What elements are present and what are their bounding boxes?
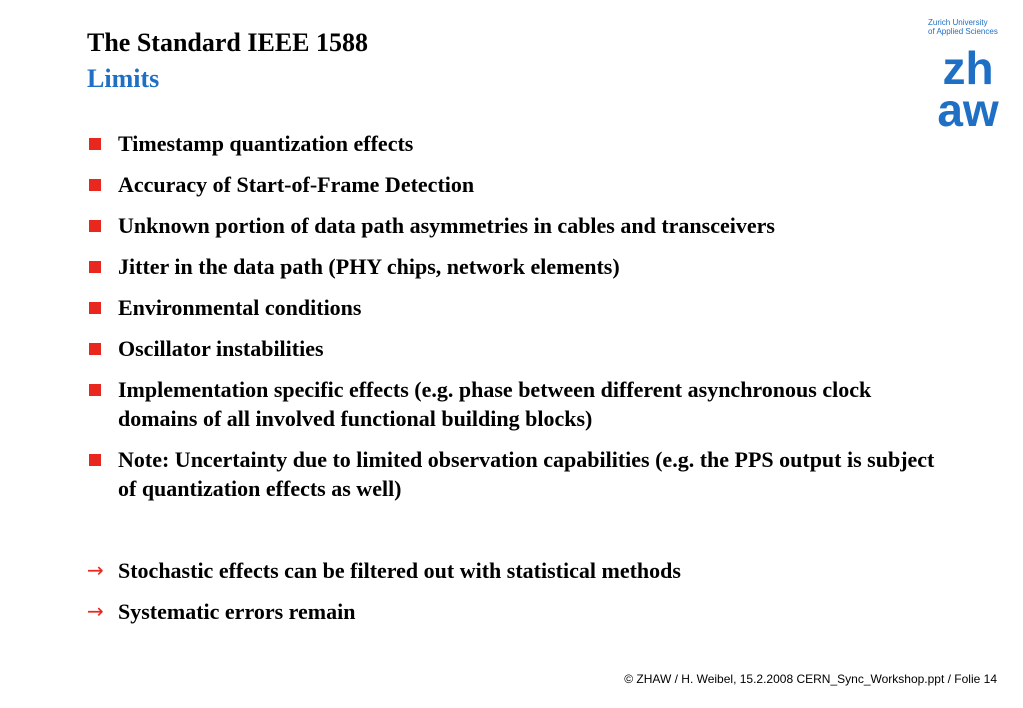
- conclusion-item: [87, 556, 947, 585]
- bullet-list: [87, 129, 947, 626]
- bullet-text: Implementation specific effects (e.g. phase between different asynchronous clock domains of all involved functional building blocks): [118, 377, 872, 431]
- bullet-item: [87, 170, 947, 199]
- slide-title: The Standard IEEE 1588: [87, 28, 369, 57]
- square-bullet-icon: [89, 343, 101, 355]
- conclusion-text: Stochastic effects can be filtered out with statistical methods: [118, 558, 681, 583]
- conclusion-text: Systematic errors remain: [118, 599, 356, 624]
- zhaw-wordmark-icon: [928, 46, 1008, 130]
- bullet-item: [87, 129, 947, 158]
- square-bullet-icon: [89, 179, 101, 191]
- bullet-text: Unknown portion of data path asymmetries in cables and transceivers: [118, 213, 775, 238]
- bullet-item: [87, 445, 947, 503]
- logo-line-2: of Applied Sciences: [928, 27, 998, 36]
- square-bullet-icon: [89, 384, 101, 396]
- bullet-item: [87, 252, 947, 281]
- logo-line-1: Zurich University: [928, 18, 988, 27]
- bullet-text: Oscillator instabilities: [118, 336, 324, 361]
- right-arrow-icon: →: [87, 599, 104, 623]
- bullet-text: Jitter in the data path (PHY chips, network elements): [118, 254, 620, 279]
- bullet-text: Note: Uncertainty due to limited observation capabilities (e.g. the PPS output is subject of quantization effects as well): [118, 447, 935, 501]
- zhaw-logo: [928, 18, 1008, 130]
- bullet-item: [87, 334, 947, 363]
- square-bullet-icon: [89, 220, 101, 232]
- square-bullet-icon: [89, 302, 101, 314]
- square-bullet-icon: [89, 138, 101, 150]
- logo-wordmark-top: zh: [942, 46, 994, 94]
- bullet-text: Environmental conditions: [118, 295, 362, 320]
- square-bullet-icon: [89, 454, 101, 466]
- conclusion-item: [87, 597, 947, 626]
- logo-wordmark-bottom: aw: [937, 84, 999, 130]
- square-bullet-icon: [89, 261, 101, 273]
- slide-footer: © ZHAW / H. Weibel, 15.2.2008 CERN_Sync_Workshop.ppt / Folie 14: [624, 672, 997, 686]
- right-arrow-icon: →: [87, 558, 104, 582]
- bullet-item: [87, 293, 947, 322]
- bullet-text: Timestamp quantization effects: [118, 131, 414, 156]
- slide-subtitle: Limits: [87, 64, 160, 93]
- bullet-text: Accuracy of Start-of-Frame Detection: [118, 172, 475, 197]
- bullet-item: [87, 375, 947, 433]
- bullet-item: [87, 211, 947, 240]
